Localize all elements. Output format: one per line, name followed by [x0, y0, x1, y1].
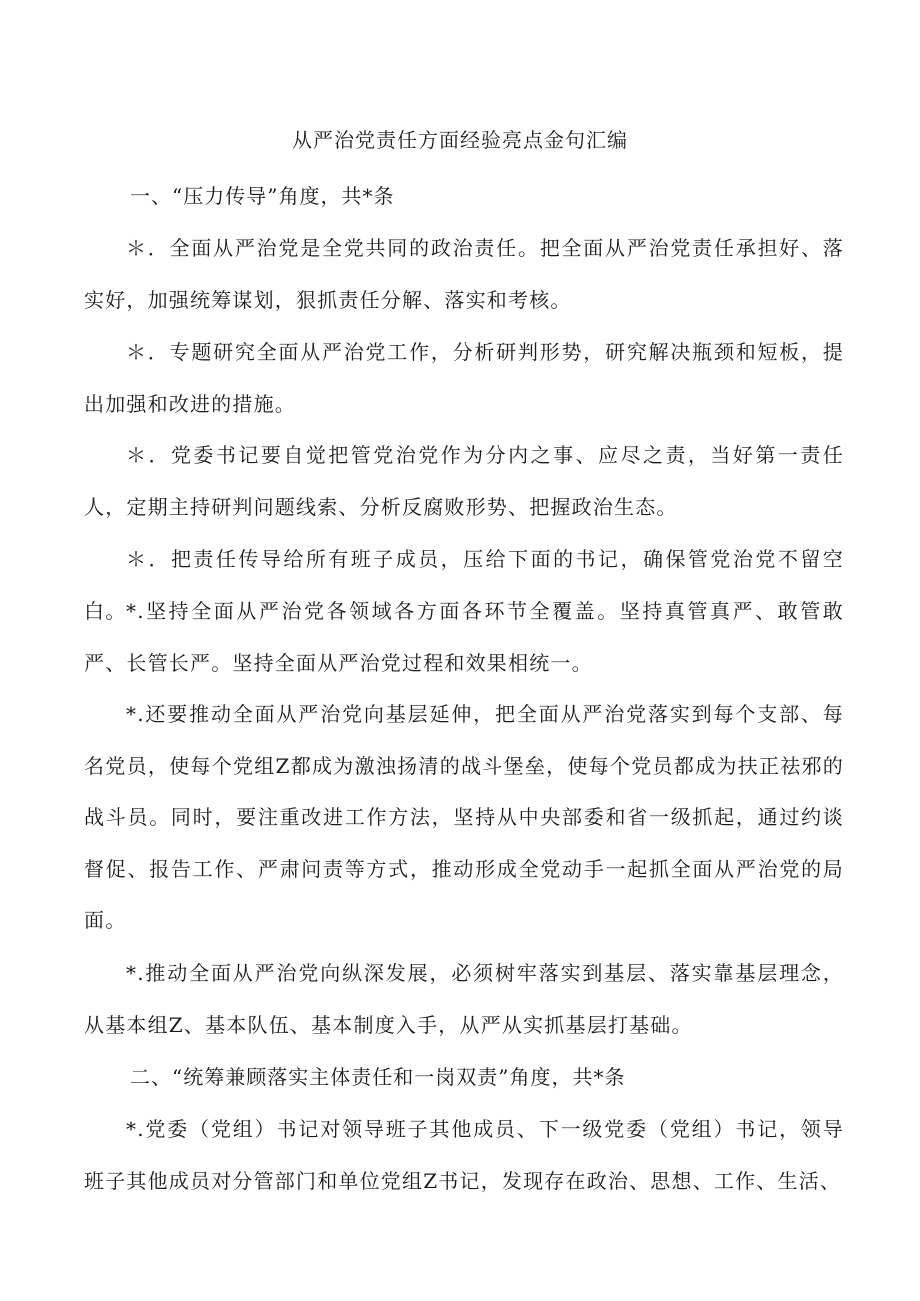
section-heading-2: 二、“统筹兼顾落实主体责任和一岗双责”角度，共*条: [130, 1065, 626, 1089]
paragraph-7: *.推动全面从严治党向纵深发展，必须树牢落实到基层、落实靠基层理念，从基本组Z、基本队伍、基本制度入手，从严从实抓基层打基础。: [84, 961, 844, 1037]
paragraph-4: ＊．把责任传导给所有班子成员，压给下面的书记，确保管党治党不留空白。: [84, 547, 844, 623]
document-title: 从严治党责任方面经验亮点金句汇编: [292, 128, 628, 152]
section-heading-1: 一、“压力传导”角度，共*条: [130, 184, 395, 208]
paragraph-3: ＊．党委书记要自觉把管党治党作为分内之事、应尽之责，当好第一责任人，定期主持研判问题线索、分析反腐败形势、把握政治生态。: [84, 443, 844, 519]
paragraph-5: *.坚持全面从严治党各领域各方面各环节全覆盖。坚持真管真严、敢管敢严、长管长严。坚持全面从严治党过程和效果相统一。: [84, 599, 844, 675]
paragraph-8: *.党委（党组）书记对领导班子其他成员、下一级党委（党组）书记，领导班子其他成员对分管部门和单位党组Z书记，发现存在政治、思想、工作、生活、: [84, 1117, 844, 1193]
paragraph-1: ＊．全面从严治党是全党共同的政治责任。把全面从严治党责任承担好、落实好，加强统筹谋划，狠抓责任分解、落实和考核。: [84, 236, 844, 312]
paragraph-6: *.还要推动全面从严治党向基层延伸，把全面从严治党落实到每个支部、每名党员，使每个党组Z都成为激浊扬清的战斗堡垒，使每个党员都成为扶正祛邪的战斗员。同时，要注重改进工作方法，坚持从中央部委和省一级抓起，通过约谈督促、报告工作、严肃问责等方式，推动形成全党动手一起抓全面从严治党的局面。: [84, 702, 844, 932]
paragraph-2: ＊．专题研究全面从严治党工作，分析研判形势，研究解决瓶颈和短板，提出加强和改进的措施。: [84, 340, 844, 416]
